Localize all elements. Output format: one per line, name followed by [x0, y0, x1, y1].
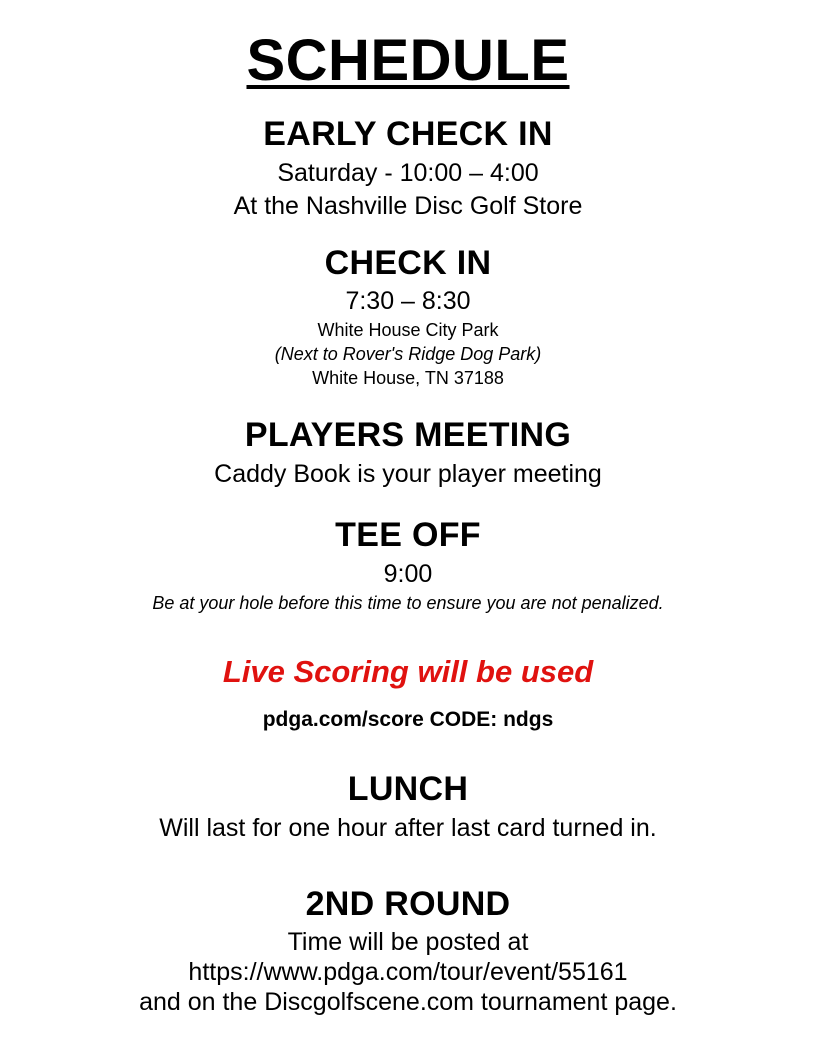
tee-off-time: 9:00 — [383, 560, 433, 588]
players-meeting-heading: PLAYERS MEETING — [244, 416, 572, 454]
live-scoring-notice: Live Scoring will be used — [222, 654, 594, 689]
early-check-in-heading: EARLY CHECK IN — [263, 115, 553, 153]
second-round-url: https://www.pdga.com/tour/event/55161 — [188, 958, 628, 986]
check-in-time: 7:30 – 8:30 — [345, 287, 471, 315]
check-in-heading: CHECK IN — [324, 244, 492, 282]
check-in-address: White House, TN 37188 — [312, 368, 504, 388]
live-scoring-details: pdga.com/score CODE: ndgs — [262, 708, 554, 731]
page-title: SCHEDULE — [246, 28, 570, 93]
lunch-heading: LUNCH — [347, 770, 469, 808]
check-in-venue: White House City Park — [317, 320, 499, 340]
second-round-line-3: and on the Discgolfscene.com tournament page. — [139, 988, 677, 1016]
early-check-in-time: Saturday - 10:00 – 4:00 — [277, 159, 539, 187]
players-meeting-text: Caddy Book is your player meeting — [214, 460, 602, 488]
check-in-venue-note: (Next to Rover's Ridge Dog Park) — [274, 344, 542, 364]
lunch-text: Will last for one hour after last card turned in. — [159, 814, 657, 842]
tee-off-heading: TEE OFF — [335, 516, 481, 554]
second-round-line-1: Time will be posted at — [287, 928, 529, 956]
second-round-heading: 2ND ROUND — [305, 885, 511, 923]
early-check-in-location: At the Nashville Disc Golf Store — [233, 192, 583, 220]
tee-off-note: Be at your hole before this time to ensure you are not penalized. — [152, 593, 664, 613]
